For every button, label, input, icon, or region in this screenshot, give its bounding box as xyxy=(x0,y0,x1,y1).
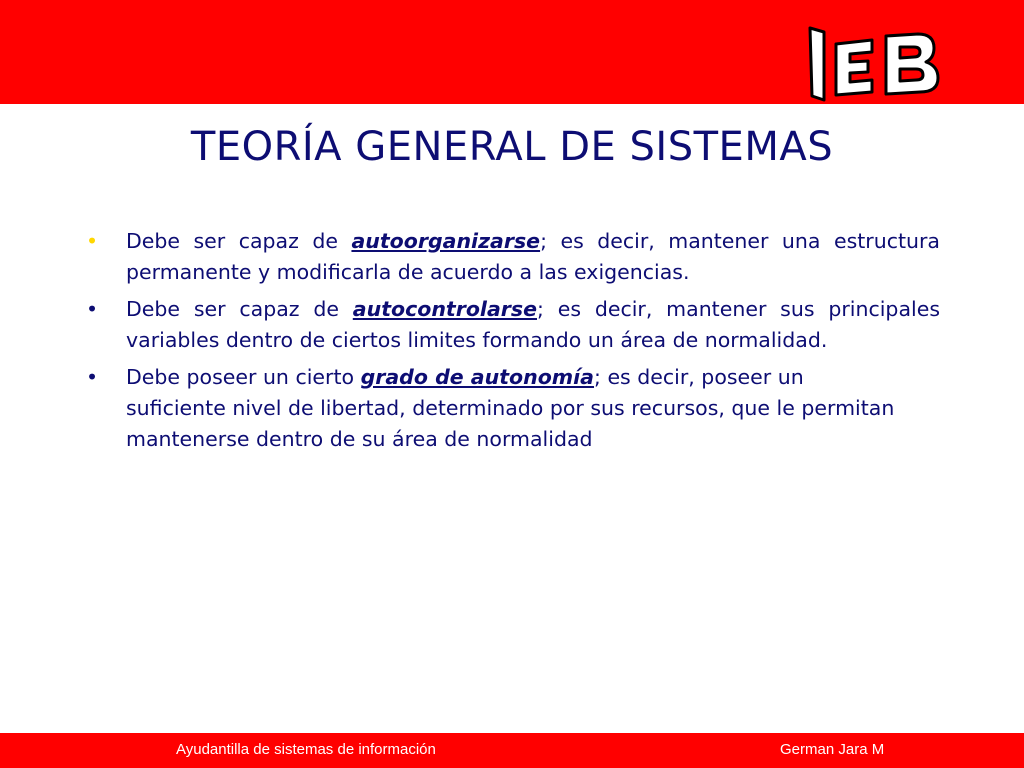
bullet-text-before: Debe poseer un cierto xyxy=(126,365,361,389)
bullet-text xyxy=(126,294,940,356)
bullet-marker: • xyxy=(86,297,99,321)
bullet-marker: • xyxy=(86,365,99,389)
bullet-term: autocontrolarse xyxy=(352,297,537,321)
bullet-text-after: ; es decir, poseer un suficiente nivel de libertad, determinado por sus recursos, que le permitan mantenerse dentro de su área de normalidad xyxy=(126,365,895,451)
footer-course-name: Ayudantilla de sistemas de información xyxy=(176,741,436,758)
bullet-text-before: Debe ser capaz de xyxy=(126,229,352,253)
bullet-item xyxy=(84,226,940,288)
slide-title: TEORÍA GENERAL DE SISTEMAS xyxy=(190,124,834,170)
bullet-item xyxy=(84,362,940,455)
ieb-logo xyxy=(806,22,942,104)
bullet-text xyxy=(126,226,940,288)
bullet-term: autoorganizarse xyxy=(351,229,541,253)
footer-author-name: German Jara M xyxy=(780,741,885,758)
bullet-item xyxy=(84,294,940,356)
bullet-text-before: Debe ser capaz de xyxy=(126,297,353,321)
bullet-marker: • xyxy=(86,229,99,253)
bullet-term: grado de autonomía xyxy=(360,365,595,389)
bullet-text-after: ; es decir, mantener sus principales variables dentro de ciertos limites formando un área de normalidad. xyxy=(126,297,940,352)
bullet-text xyxy=(126,362,906,455)
bullet-list xyxy=(84,226,940,461)
bullet-text-after: ; es decir, mantener una estructura permanente y modificarla de acuerdo a las exigencias. xyxy=(126,229,940,284)
